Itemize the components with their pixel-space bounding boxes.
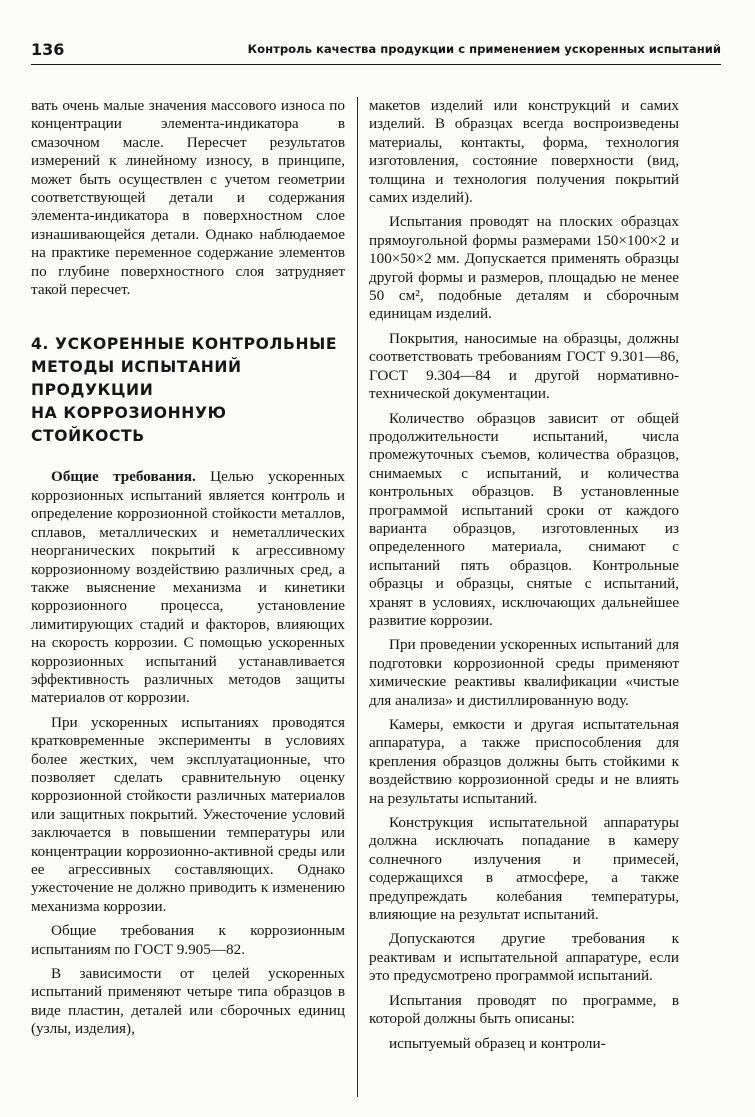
page-header: [31, 38, 721, 65]
paragraph-test-program: Испытания проводят по программе, в которой должны быть описаны:: [369, 991, 679, 1028]
paragraph-accelerated-tests: При ускоренных испытаниях проводятся кратковременные эксперименты в условиях более жестких, чем эксплуатационные, что позволяет сделать сравнительную оценку коррозионной стойкости различных материалов или защитных покрытий. Ужесточение условий заключается в повышении температуры или концентрации коррозионно-активной среды или ее агрессивных составляющих. Однако ужесточение не должно приводить к изменению механизма коррозии.: [31, 713, 345, 915]
run-in-heading: Общие требования.: [51, 468, 196, 486]
paragraph-last-line: испытуемый образец и контроли-: [389, 1034, 606, 1052]
running-title: Контроль качества продукции с применением ускоренных испытаний: [247, 42, 721, 56]
paragraph-apparatus-design: Конструкция испытательной аппаратуры должна исключать попадание в камеру солнечного излучения и примесей, содержащихся в атмосфере, а также предупреждать колебания температуры, влияющие на результат испытаний.: [369, 814, 679, 924]
section-heading-line: 4. УСКОРЕННЫЕ КОНТРОЛЬНЫЕ: [31, 335, 338, 354]
paragraph-general-requirements: [31, 468, 345, 707]
section-heading-line: ПРОДУКЦИИ: [31, 381, 154, 400]
section-heading-line: МЕТОДЫ ИСПЫТАНИЙ: [31, 358, 242, 377]
left-column: [31, 97, 345, 1039]
column-divider: [357, 97, 358, 1097]
paragraph-continuation: макетов изделий или конструкций и самих изделий. В образцах всегда воспроизведены материалы, контакты, форма, технология изготовления, состояние поверхности (вид, толщина и технология получения покрытий самих изделий).: [369, 97, 679, 207]
paragraph-other-requirements: Допускаются другие требования к реактивам и испытательной аппаратуре, если это предусмотрено программой испытаний.: [369, 930, 679, 985]
section-heading-line: СТОЙКОСТЬ: [31, 427, 145, 446]
right-column: [369, 97, 679, 1053]
paragraph-text: Целью ускоренных коррозионных испытаний является контроль и определение коррозионной стойкости металлов, сплавов, металлических и неметаллических неорганических покрытий к агрессивному коррозионному воздействию различных сред, а также выяснение механизма и кинетики коррозионного процесса, установление лимитирующих стадий и факторов, влияющих на скорость коррозии. С помощью ускоренных коррозионных испытаний устанавливается эффективность различных методов защиты материалов от коррозии.: [31, 468, 345, 707]
paragraph-sample-count: Количество образцов зависит от общей продолжительности испытаний, числа промежуточных съемов, количества образцов, снимаемых с испытаний, и количества контрольных образцов. В установленные программой испытаний сроки от каждого варианта образцов, изготовленных из определенного материала, снимают с испытаний пять образцов. Контрольные образцы и образцы, снятые с испытаний, хранят в условиях, исключающих дальнейшее развитие коррозии.: [369, 409, 679, 629]
section-heading: [31, 333, 345, 448]
paragraph-chambers: Камеры, емкости и другая испытательная аппаратура, а также приспособления для крепления образцов должны быть стойкими к воздействию коррозионной среды и не влиять на результаты испытаний.: [369, 716, 679, 807]
paragraph-gost-reference: Общие требования к коррозионным испытаниям по ГОСТ 9.905—82.: [31, 922, 345, 958]
paragraph-coatings: Покрытия, наносимые на образцы, должны соответствовать требованиям ГОСТ 9.301—86, ГОСТ 9.304—84 и другой нормативно-технической документации.: [369, 329, 679, 403]
page-number: 136: [31, 40, 65, 59]
paragraph-sample-types: В зависимости от целей ускоренных испытаний применяют четыре типа образцов в виде пластин, деталей или сборочных единиц (узлы, изделия),: [31, 965, 345, 1038]
paragraph-reagents: При проведении ускоренных испытаний для подготовки коррозионной среды применяют химические реактивы квалификации «чистые для анализа» и дистиллированную воду.: [369, 636, 679, 709]
paragraph-flat-samples: Испытания проводят на плоских образцах прямоугольной формы размерами 150×100×2 и 100×50×2 мм. Допускается применять образцы другой формы и размеров, площадью не менее 50 см², подобные деталям и сборочным единицам изделий.: [369, 213, 679, 323]
section-heading-line: НА КОРРОЗИОННУЮ: [31, 404, 227, 423]
paragraph-continuation: вать очень малые значения массового износа по концентрации элемента-индикатора в смазочном масле. Пересчет результатов измерений к линейному износу, в принципе, может быть осуществлен с учетом геометрии соответствующей детали и содержания элемента-индикатора в поверхностном слое изнашивающейся детали. Однако наблюдаемое на практике переменное содержание элементов по глубине поверхностного слоя затрудняет такой пересчет.: [31, 97, 345, 299]
